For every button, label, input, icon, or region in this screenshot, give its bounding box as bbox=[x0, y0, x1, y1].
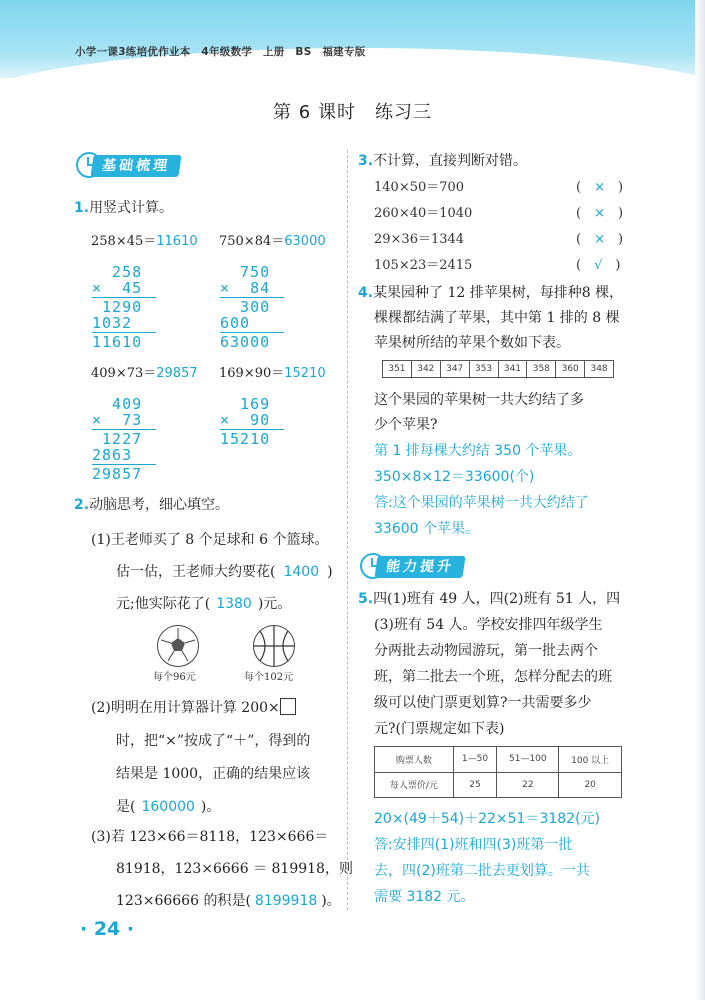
football-icon bbox=[157, 625, 199, 667]
q5-line4: 班，第二批去一个班，怎样分配去的班 bbox=[374, 669, 612, 685]
book-header: 小学一课3练培优作业本 4年级数学 上册 BS 福建专版 bbox=[75, 46, 366, 58]
vertical-calc-1: 258 × 45 1290 1032 11610 bbox=[92, 264, 156, 350]
judge-row: 140×50＝700 bbox=[374, 180, 465, 195]
football-price: 每个96元 bbox=[153, 672, 196, 683]
banner-basic-label: 基础梳理 bbox=[90, 155, 181, 177]
judge-row: 105×23＝2415 bbox=[374, 258, 473, 273]
banner-advanced-label: 能力提升 bbox=[374, 556, 465, 578]
table-cell: 每人票价/元 bbox=[375, 772, 454, 798]
q2-p1-line3: 元;他实际花了( 1380 )元。 bbox=[116, 596, 292, 612]
q5-line3: 分两批去动物园游玩，第一批去两个 bbox=[374, 643, 598, 659]
judge-mark: ( √ ) bbox=[576, 258, 621, 273]
table-cell: 358 bbox=[527, 361, 556, 378]
judge-mark: ( × ) bbox=[576, 232, 624, 247]
q4-answer-4: 33600 个苹果。 bbox=[374, 521, 479, 537]
q5-answer-2: 答:安排四(1)班和四(3)班第一批 bbox=[374, 837, 573, 853]
table-cell: 342 bbox=[411, 361, 440, 378]
basketball-price: 每个102元 bbox=[244, 672, 294, 683]
q1-item-3: 409×73＝29857 bbox=[91, 366, 198, 381]
banner-basic bbox=[76, 152, 196, 180]
q4-question-1: 这个果园的苹果树一共大约结了多 bbox=[374, 392, 584, 408]
banner-advanced bbox=[360, 553, 480, 581]
q5-line5: 级可以使门票更划算?一共需要多少 bbox=[374, 695, 592, 711]
q5-answer-4: 需要 3182 元。 bbox=[374, 889, 475, 905]
q4-answer-2: 350×8×12＝33600(个) bbox=[374, 469, 535, 485]
q5-line6: 元?(门票规定如下表) bbox=[374, 721, 505, 737]
table-cell: 348 bbox=[585, 361, 614, 378]
judge-row: 29×36＝1344 bbox=[374, 232, 465, 247]
judge-mark: ( × ) bbox=[576, 180, 624, 195]
q4-line2: 棵棵都结满了苹果，其中第 1 排的 8 棵 bbox=[374, 310, 620, 326]
apple-count-table bbox=[382, 360, 614, 378]
judge-row: 260×40＝1040 bbox=[374, 206, 473, 221]
table-row bbox=[383, 361, 614, 378]
vertical-calc-3: 409 × 73 1227 2863 29857 bbox=[92, 396, 156, 482]
q1-item-4: 169×90＝15210 bbox=[219, 366, 326, 381]
q2-heading: 2.动脑思考，细心填空。 bbox=[74, 497, 230, 513]
q2-p2-line4: 是( 160000 )。 bbox=[116, 799, 221, 815]
table-cell: 25 bbox=[453, 772, 497, 798]
q3-heading: 3.不计算，直接判断对错。 bbox=[358, 153, 528, 169]
table-row bbox=[375, 747, 622, 773]
vertical-calc-2: 750 × 84 300 600 63000 bbox=[220, 264, 284, 350]
q1-heading: 1.用竖式计算。 bbox=[74, 200, 174, 216]
q5-line1: 5.四(1)班有 49 人，四(2)班有 51 人，四 bbox=[358, 591, 621, 607]
table-row bbox=[375, 772, 622, 798]
table-header-cell: 购票人数 bbox=[375, 747, 454, 773]
table-header-cell: 51—100 bbox=[497, 747, 559, 773]
q4-question-2: 少个苹果? bbox=[374, 417, 438, 433]
q4-line1: 4.某果园种了 12 排苹果树，每排种8 棵， bbox=[358, 285, 624, 301]
page-edge-shadow bbox=[695, 0, 705, 1000]
q1-item-2: 750×84＝63000 bbox=[219, 234, 326, 249]
table-cell: 351 bbox=[383, 361, 412, 378]
table-cell: 22 bbox=[497, 772, 559, 798]
blank-box bbox=[280, 698, 296, 715]
table-header-cell: 100 以上 bbox=[559, 747, 622, 773]
page-title: 第 6 课时 练习三 bbox=[273, 102, 432, 123]
ticket-price-table bbox=[374, 746, 622, 798]
q2-p3-line2: 81918，123×6666 ＝ 819918，则 bbox=[116, 861, 353, 877]
vertical-calc-4: 169 × 90 15210 bbox=[220, 396, 284, 447]
table-cell: 353 bbox=[469, 361, 498, 378]
q4-answer-1: 第 1 排每棵大约结 350 个苹果。 bbox=[374, 443, 582, 459]
q2-p1-line1: (1)王老师买了 8 个足球和 6 个篮球。 bbox=[91, 532, 329, 548]
column-divider bbox=[347, 150, 348, 910]
table-cell: 347 bbox=[440, 361, 469, 378]
q2-p2-line2: 时，把“×”按成了“＋”，得到的 bbox=[116, 733, 311, 749]
q2-p2-line3: 结果是 1000，正确的结果应该 bbox=[116, 766, 311, 782]
q2-p2-line1: (2)明明在用计算器计算 200× bbox=[91, 697, 296, 717]
judge-mark: ( × ) bbox=[576, 206, 624, 221]
table-cell: 360 bbox=[556, 361, 585, 378]
q5-answer-3: 去，四(2)班第二批去更划算。一共 bbox=[374, 863, 590, 879]
basketball-icon bbox=[253, 625, 295, 667]
table-cell: 341 bbox=[498, 361, 527, 378]
q4-line3: 苹果树所结的苹果个数如下表。 bbox=[374, 335, 570, 351]
table-cell: 20 bbox=[559, 772, 622, 798]
q5-line2: (3)班有 54 人。学校安排四年级学生 bbox=[374, 617, 603, 633]
q5-answer-1: 20×(49＋54)＋22×51＝3182(元) bbox=[374, 811, 601, 827]
q1-item-1: 258×45＝11610 bbox=[91, 234, 198, 249]
table-header-cell: 1—50 bbox=[453, 747, 497, 773]
q2-p3-line1: (3)若 123×66＝8118，123×666＝ bbox=[91, 829, 329, 845]
page-number: · 24 · bbox=[80, 918, 135, 940]
q2-p1-line2: 估一估，王老师大约要花( 1400 ) bbox=[116, 564, 333, 580]
q4-answer-3: 答:这个果园的苹果树一共大约结了 bbox=[374, 495, 589, 511]
q2-p3-line3: 123×66666 的积是( 8199918 )。 bbox=[116, 893, 341, 909]
